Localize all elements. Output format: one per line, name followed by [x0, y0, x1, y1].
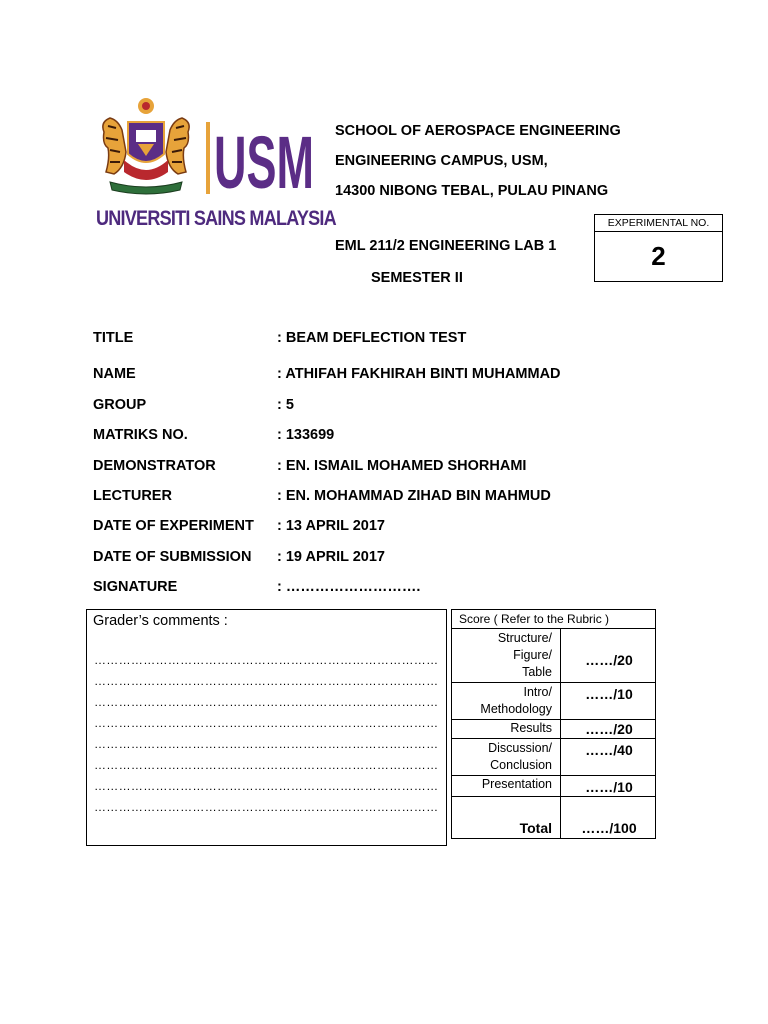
criterion-line: Structure/ — [497, 631, 552, 645]
university-logo — [96, 92, 336, 232]
svg-text:USM: USM — [214, 121, 314, 204]
university-name: UNIVERSITI SAINS MALAYSIA — [96, 207, 336, 230]
score-table — [451, 609, 656, 839]
comment-line: ………………………………………………………………………… — [94, 758, 439, 772]
info-value: : EN. ISMAIL MOHAMED SHORHAMI — [277, 458, 527, 474]
experiment-number-label: EXPERIMENTAL NO. — [595, 215, 722, 232]
info-value: : 19 APRIL 2017 — [277, 549, 385, 565]
score-row — [452, 683, 655, 720]
course-code: EML 211/2 ENGINEERING LAB 1 — [335, 238, 557, 254]
info-label: LECTURER — [93, 488, 172, 504]
info-value: : ………………………. — [277, 579, 421, 595]
info-label: TITLE — [93, 330, 134, 346]
criterion-line: Presentation — [481, 777, 552, 791]
usm-crest-icon — [96, 92, 196, 196]
score-mark: ……/20 — [585, 721, 633, 737]
score-criterion — [452, 776, 561, 796]
score-mark: ……/10 — [585, 686, 633, 702]
score-row — [452, 629, 655, 683]
info-label: DATE OF EXPERIMENT — [93, 518, 254, 534]
criterion-line: Results — [510, 721, 552, 735]
score-criterion — [452, 629, 561, 682]
score-row — [452, 776, 655, 797]
criterion-line: Conclusion — [490, 758, 552, 772]
school-line: ENGINEERING CAMPUS, USM, — [335, 153, 548, 169]
info-value: : BEAM DEFLECTION TEST — [277, 330, 467, 346]
criterion-line: Methodology — [480, 702, 552, 716]
info-label: DATE OF SUBMISSION — [93, 549, 252, 565]
info-value: : 5 — [277, 397, 294, 413]
experiment-number-value: 2 — [651, 241, 666, 271]
comment-line: ………………………………………………………………………… — [94, 674, 439, 688]
comment-line: ………………………………………………………………………… — [94, 779, 439, 793]
score-criterion — [452, 739, 561, 775]
school-address — [335, 116, 621, 206]
comment-line: ………………………………………………………………………… — [94, 800, 439, 814]
info-label: NAME — [93, 366, 136, 382]
score-criterion — [452, 720, 561, 738]
comment-line: ………………………………………………………………………… — [94, 737, 439, 751]
score-mark: ……/20 — [585, 652, 633, 668]
criterion-line: Figure/ — [513, 648, 552, 662]
score-row — [452, 739, 655, 776]
score-mark: ……/40 — [585, 742, 633, 758]
usm-wordmark-icon — [206, 121, 314, 204]
school-line: 14300 NIBONG TEBAL, PULAU PINANG — [335, 183, 609, 199]
experiment-number-box — [594, 214, 723, 282]
school-line: SCHOOL OF AEROSPACE ENGINEERING — [335, 123, 621, 139]
score-total-row — [452, 797, 655, 838]
info-value: : EN. MOHAMMAD ZIHAD BIN MAHMUD — [277, 488, 551, 504]
grader-comments-title: Grader’s comments : — [93, 613, 228, 629]
info-label: GROUP — [93, 397, 147, 413]
comment-line: ………………………………………………………………………… — [94, 695, 439, 709]
criterion-line: Discussion/ — [488, 741, 552, 755]
score-row — [452, 720, 655, 739]
info-value: : 133699 — [277, 427, 335, 443]
score-total-label: Total — [452, 797, 561, 838]
info-label: MATRIKS NO. — [93, 427, 188, 443]
semester: SEMESTER II — [371, 270, 463, 286]
score-total-mark: ……/100 — [581, 820, 637, 836]
score-table-header: Score ( Refer to the Rubric ) — [452, 610, 655, 629]
comment-line: ………………………………………………………………………… — [94, 716, 439, 730]
info-value: : 13 APRIL 2017 — [277, 518, 385, 534]
score-mark: ……/10 — [585, 779, 633, 795]
info-value: : ATHIFAH FAKHIRAH BINTI MUHAMMAD — [277, 366, 561, 382]
score-criterion — [452, 683, 561, 719]
info-label: DEMONSTRATOR — [93, 458, 216, 474]
info-label: SIGNATURE — [93, 579, 178, 595]
comment-line: ………………………………………………………………………… — [94, 653, 439, 667]
grader-comments-box — [86, 609, 447, 846]
criterion-line: Intro/ — [523, 685, 552, 699]
criterion-line: Table — [522, 665, 552, 679]
